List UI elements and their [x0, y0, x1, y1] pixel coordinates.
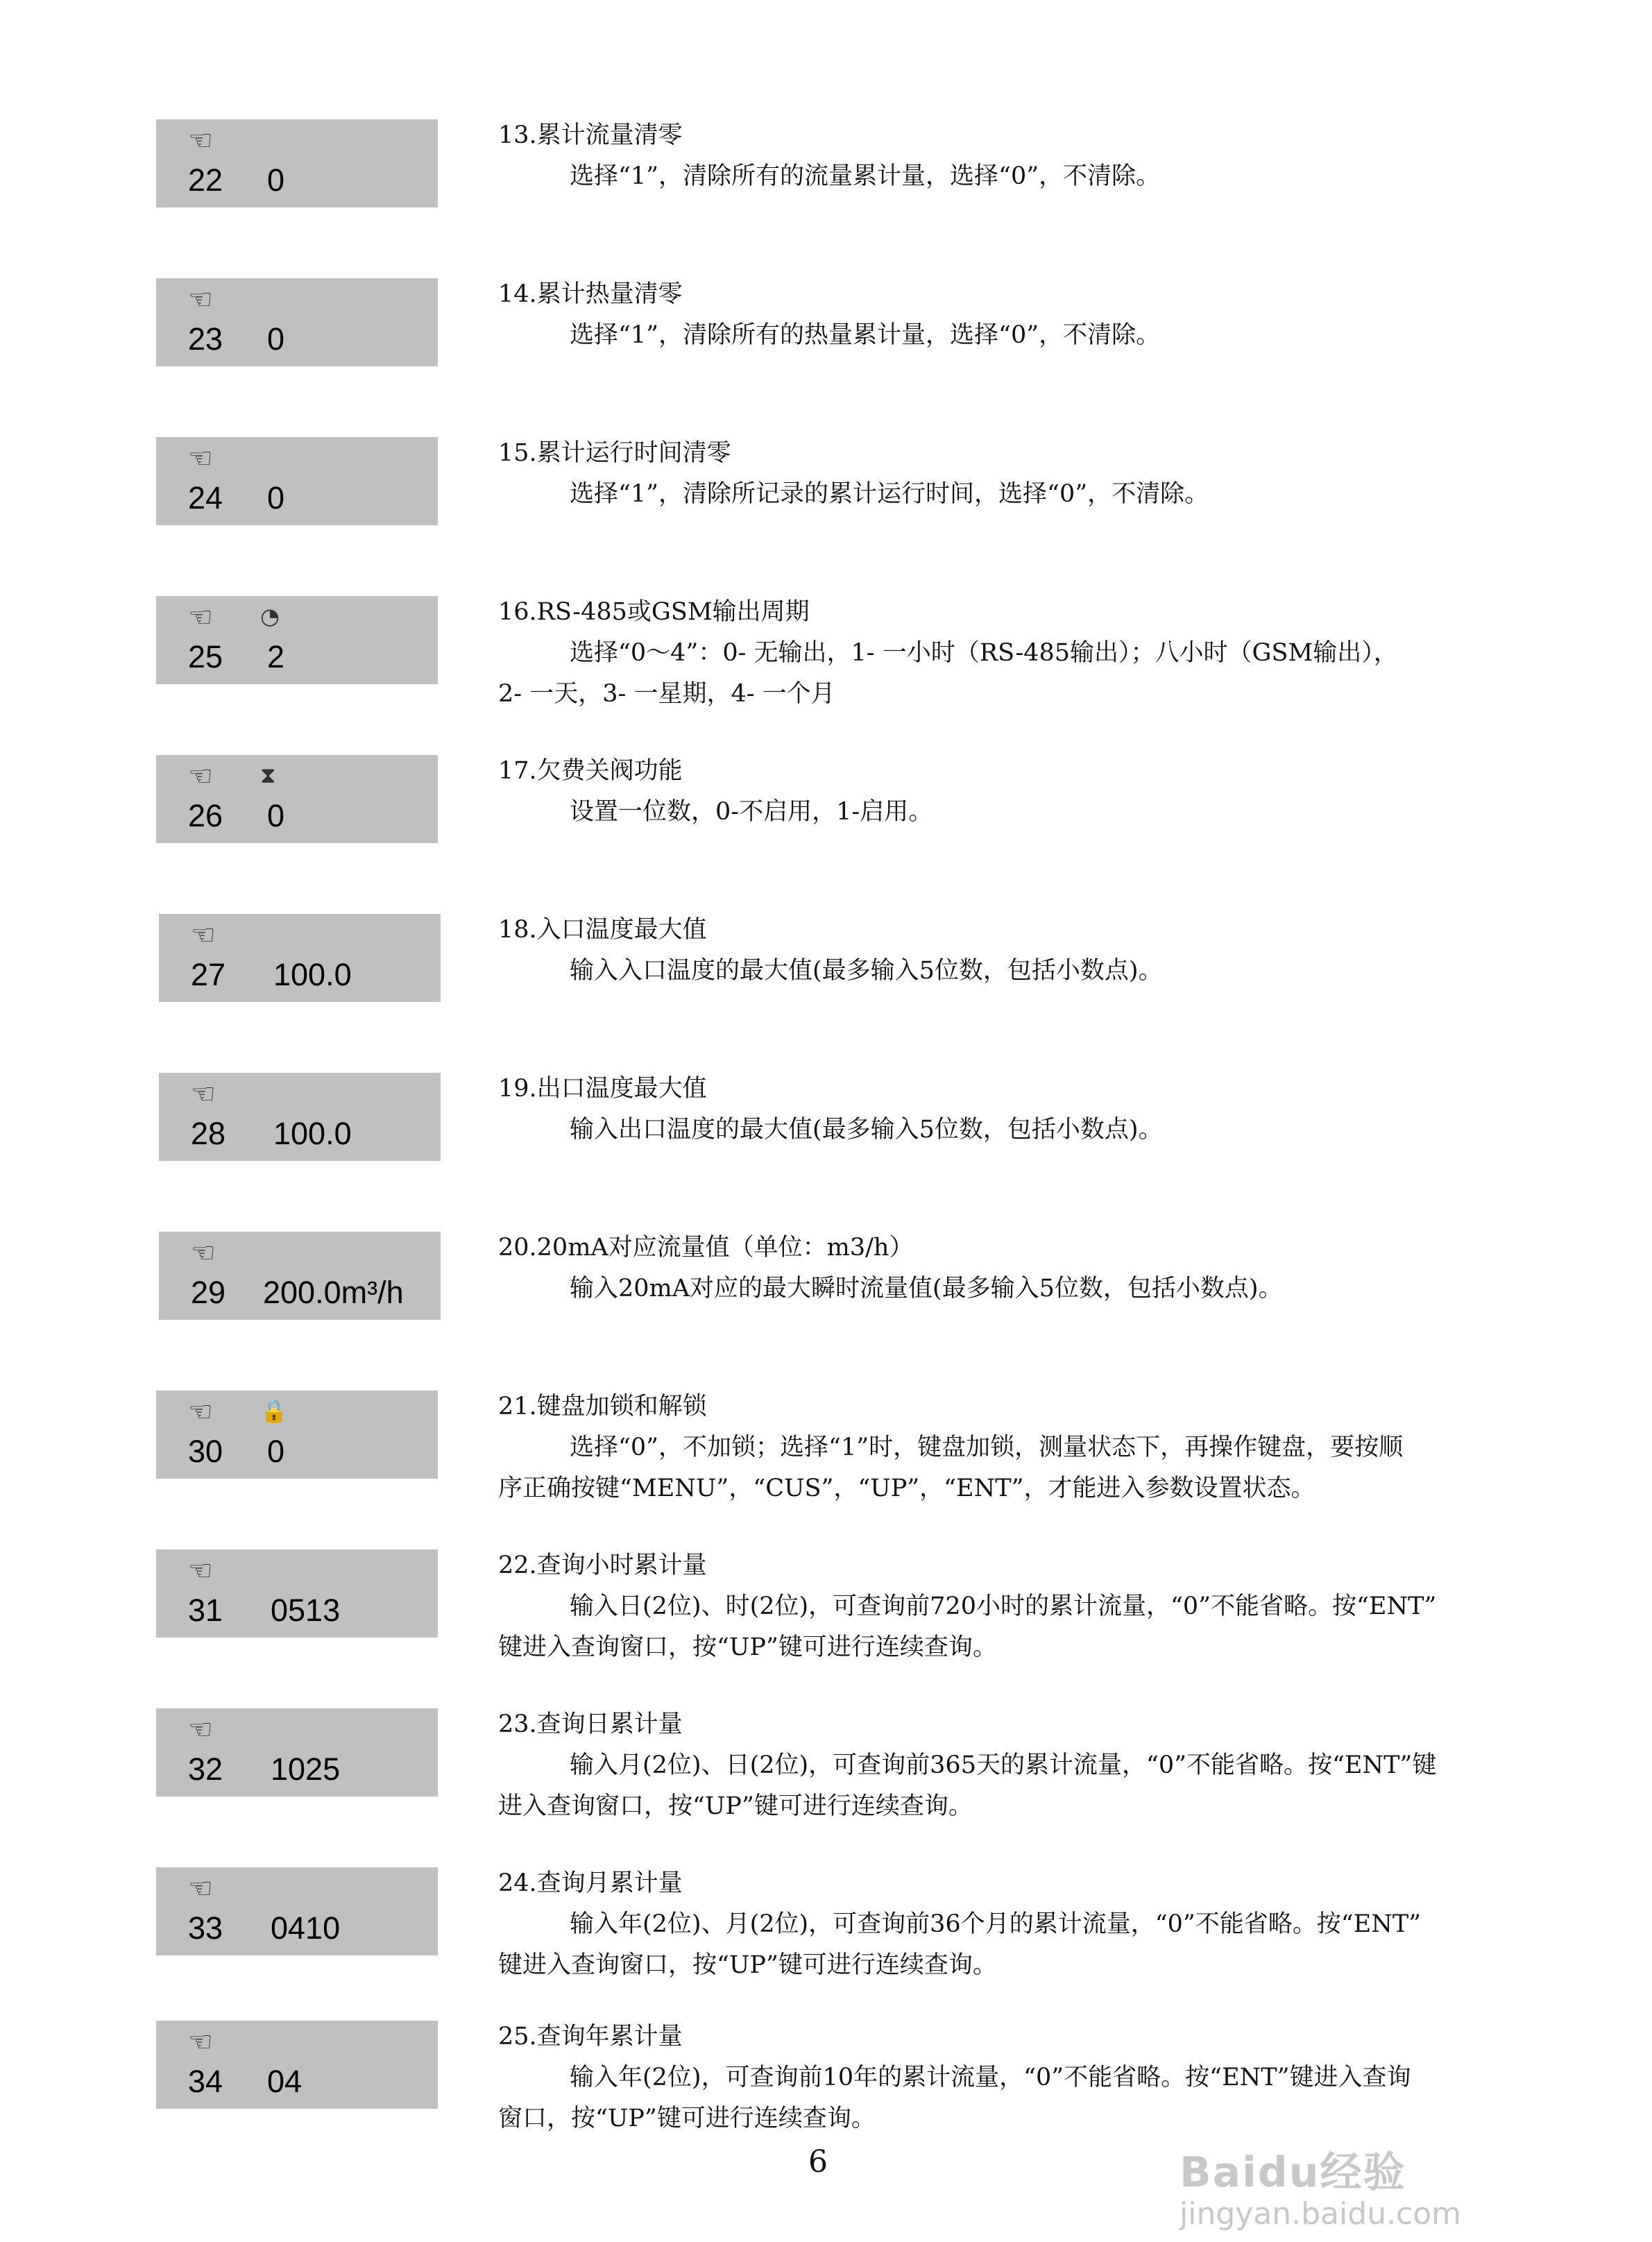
lcd-display-33 [156, 1867, 438, 1955]
menu-value: 0 [267, 321, 285, 357]
description-line: 输入入口温度的最大值(最多输入5位数，包括小数点)。 [570, 957, 1163, 985]
parameter-title: 15.累计运行时间清零 [498, 439, 731, 467]
menu-value: 2 [267, 639, 285, 674]
parameter-description [498, 1228, 1539, 1309]
description-line: 选择“1”，清除所有的热量累计量，选择“0”，不清除。 [570, 321, 1161, 349]
description-line: 选择“0～4”：0- 无输出，1- 一小时（RS-485输出）；八小时（GSM输出）， [570, 639, 1398, 667]
menu-value: 04 [267, 2064, 303, 2099]
menu-code: 32 [188, 1751, 223, 1787]
menu-code: 29 [191, 1275, 226, 1310]
description-line: 键进入查询窗口，按“UP”键可进行连续查询。 [498, 1633, 997, 1661]
menu-value: 0 [267, 798, 285, 833]
pointing-hand-icon: ☜ [188, 1555, 213, 1587]
parameter-description [498, 2016, 1539, 2139]
parameter-title: 22.查询小时累计量 [498, 1552, 707, 1579]
description-line: 输入出口温度的最大值(最多输入5位数，包括小数点)。 [570, 1116, 1163, 1144]
valve-icon: ⧗ [260, 762, 276, 788]
parameter-title: 14.累计热量清零 [498, 280, 683, 308]
lcd-display-32 [156, 1708, 438, 1797]
parameter-description [498, 1386, 1539, 1509]
description-line: 2- 一天，3- 一星期，4- 一个月 [498, 680, 835, 708]
lcd-display-34 [156, 2021, 438, 2109]
parameter-title: 16.RS-485或GSM输出周期 [498, 598, 810, 626]
lcd-display-22 [156, 119, 438, 207]
description-line: 选择“0”，不加锁；选择“1”时，键盘加锁，测量状态下，再操作键盘，要按顺 [570, 1434, 1404, 1461]
page-number: 6 [808, 2144, 828, 2180]
lcd-display-23 [156, 278, 438, 366]
lcd-display-31 [156, 1549, 438, 1638]
watermark [1180, 2150, 1461, 2232]
parameter-description [498, 592, 1539, 715]
menu-code: 22 [188, 162, 223, 198]
lcd-display-25 [156, 596, 438, 684]
menu-code: 26 [188, 798, 223, 833]
menu-code: 23 [188, 321, 223, 357]
parameter-description [498, 115, 1539, 197]
menu-code: 25 [188, 639, 223, 674]
menu-code: 34 [188, 2064, 223, 2099]
parameter-title: 24.查询月累计量 [498, 1869, 683, 1897]
description-line: 输入月(2位)、日(2位)，可查询前365天的累计流量，“0”不能省略。按“ENT”键 [570, 1751, 1437, 1779]
lcd-display-30 [156, 1391, 438, 1479]
pointing-hand-icon: ☜ [188, 1714, 213, 1746]
pointing-hand-icon: ☜ [191, 1078, 216, 1110]
pointing-hand-icon: ☜ [188, 2026, 213, 2058]
lcd-display-27 [159, 914, 441, 1002]
description-line: 设置一位数，0-不启用，1-启用。 [570, 798, 933, 826]
parameter-description [498, 274, 1539, 356]
watermark-logo: Baidu经验 [1180, 2148, 1406, 2197]
menu-value: 100.0 [273, 1116, 352, 1151]
pointing-hand-icon: ☜ [188, 125, 213, 157]
menu-code: 28 [191, 1116, 226, 1151]
menu-value: 1025 [271, 1751, 341, 1787]
menu-code: 27 [191, 957, 226, 992]
parameter-title: 19.出口温度最大值 [498, 1075, 707, 1103]
menu-code: 30 [188, 1434, 223, 1469]
lcd-display-26 [156, 755, 438, 843]
parameter-description [498, 1863, 1539, 1986]
description-line: 输入20mA对应的最大瞬时流量值(最多输入5位数，包括小数点)。 [570, 1275, 1283, 1302]
parameter-title: 21.键盘加锁和解锁 [498, 1393, 707, 1420]
menu-value: 0 [267, 480, 285, 516]
pointing-hand-icon: ☜ [191, 1237, 216, 1269]
menu-value: 100.0 [273, 957, 352, 992]
menu-value: 0 [267, 1434, 285, 1469]
menu-value: 0410 [271, 1910, 341, 1946]
description-line: 输入日(2位)、时(2位)，可查询前720小时的累计流量，“0”不能省略。按“ENT” [570, 1593, 1437, 1620]
description-line: 输入年(2位)，可查询前10年的累计流量，“0”不能省略。按“ENT”键进入查询 [570, 2064, 1411, 2091]
parameter-description [498, 1545, 1539, 1668]
parameter-title: 13.累计流量清零 [498, 121, 683, 149]
description-line: 选择“1”，清除所记录的累计运行时间，选择“0”，不清除。 [570, 480, 1209, 508]
pointing-hand-icon: ☜ [188, 602, 213, 634]
parameter-description [498, 1069, 1539, 1150]
parameter-description [498, 433, 1539, 515]
description-line: 输入年(2位)、月(2位)，可查询前36个月的累计流量，“0”不能省略。按“ENT” [570, 1910, 1422, 1938]
menu-code: 24 [188, 480, 223, 516]
lcd-display-24 [156, 437, 438, 525]
description-line: 序正确按键“MENU”，“CUS”，“UP”，“ENT”，才能进入参数设置状态。 [498, 1475, 1315, 1502]
pointing-hand-icon: ☜ [188, 443, 213, 475]
description-line: 进入查询窗口，按“UP”键可进行连续查询。 [498, 1792, 973, 1820]
menu-value: 200.0m³/h [263, 1275, 404, 1310]
pointing-hand-icon: ☜ [188, 1396, 213, 1428]
parameter-description [498, 751, 1539, 833]
parameter-title: 25.查询年累计量 [498, 2023, 683, 2050]
pointing-hand-icon: ☜ [191, 919, 216, 951]
pointing-hand-icon: ☜ [188, 761, 213, 792]
description-line: 键进入查询窗口，按“UP”键可进行连续查询。 [498, 1951, 997, 1979]
menu-value: 0 [267, 162, 285, 198]
menu-code: 31 [188, 1593, 223, 1628]
parameter-description [498, 1704, 1539, 1827]
description-line: 选择“1”，清除所有的流量累计量，选择“0”，不清除。 [570, 162, 1161, 190]
satellite-dish-icon: ◔ [260, 603, 280, 629]
description-line: 窗口，按“UP”键可进行连续查询。 [498, 2105, 876, 2132]
menu-code: 33 [188, 1910, 223, 1946]
parameter-title: 18.入口温度最大值 [498, 916, 707, 944]
pointing-hand-icon: ☜ [188, 1873, 213, 1905]
parameter-title: 17.欠费关阀功能 [498, 757, 683, 785]
lcd-display-29 [159, 1232, 441, 1320]
parameter-title: 20.20mA对应流量值（单位：m3/h） [498, 1234, 914, 1262]
parameter-description [498, 910, 1539, 992]
parameter-title: 23.查询日累计量 [498, 1710, 683, 1738]
lock-icon: 🔒 [260, 1398, 288, 1424]
watermark-url: jingyan.baidu.com [1180, 2196, 1462, 2232]
pointing-hand-icon: ☜ [188, 284, 213, 316]
menu-value: 0513 [271, 1593, 341, 1628]
lcd-display-28 [159, 1073, 441, 1161]
